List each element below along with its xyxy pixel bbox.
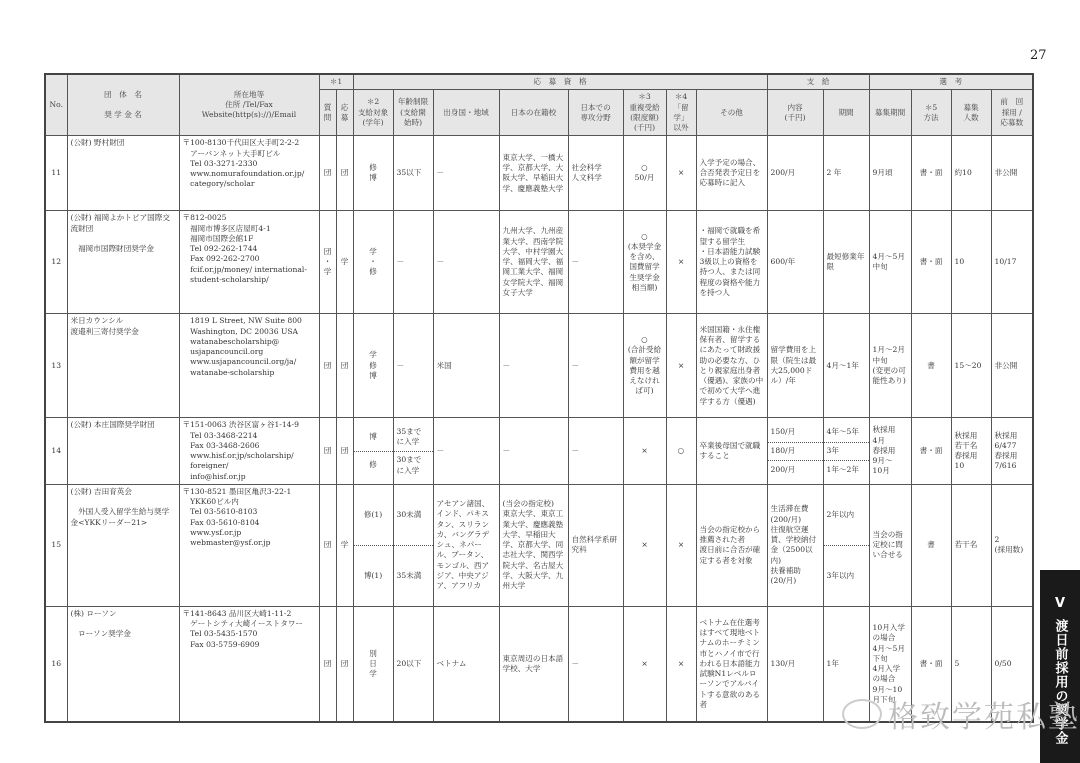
header-other-than: ＊4 「留学」 以外 xyxy=(666,90,696,136)
header-no: No. xyxy=(45,74,67,136)
cell-target-part: 修(1) xyxy=(363,510,383,520)
table-body xyxy=(45,136,1033,723)
cell-amount: 留学費用を上限（院生は最大25,000ドル）/年 xyxy=(767,314,823,418)
header-origin: 出身国・地域 xyxy=(433,90,499,136)
cell-prev: 0/50 xyxy=(991,606,1033,722)
cell-count: 5 xyxy=(951,606,991,722)
cell-org: (公財) 本庄国際奨学財団 xyxy=(67,418,179,485)
cell-target-part: 修 xyxy=(354,451,393,479)
cell-no: 12 xyxy=(45,211,67,314)
cell-amount-part: 180/月 xyxy=(768,442,823,461)
cell-address: 〒812-0025 福岡市博多区店屋町4-1 福岡市国際会館1F Tel 092-262-1744 Fax 092-262-2700 fcif.or.jp/money/ international- student-scholarship/ xyxy=(179,211,319,314)
scholarship-table xyxy=(44,73,1034,723)
header-org: 団 体 名 奨 学 金 名 xyxy=(67,74,179,136)
header-count: 募集 人数 xyxy=(951,90,991,136)
cell-age xyxy=(393,418,433,485)
cell-q: 団 ・ 学 xyxy=(319,211,336,314)
cell-apply: 団 xyxy=(336,314,353,418)
cell-dup: ○ 50/月 xyxy=(623,136,666,211)
cell-method: 書・面 xyxy=(911,136,951,211)
cell-other-than: × xyxy=(666,606,696,722)
cell-no: 16 xyxy=(45,606,67,722)
header-apply: 応 募 xyxy=(336,90,353,136)
cell-no: 15 xyxy=(45,484,67,606)
cell-rec-period: 秋採用 4月 春採用 9月～ 10月 xyxy=(869,418,911,485)
wechat-icon xyxy=(842,699,882,729)
cell-prev: 2 (採用数) xyxy=(991,484,1033,606)
side-tab-roman: V xyxy=(1054,596,1066,611)
cell-prev: 非公開 xyxy=(991,136,1033,211)
cell-major: － xyxy=(568,314,623,418)
watermark-text: 格致学苑私塾 xyxy=(888,700,1080,735)
cell-amount-part: 200/月 xyxy=(768,460,823,479)
cell-period-part: 3年 xyxy=(824,442,869,461)
cell-rec-period: 10月入学の場合 4月～5月下旬 4月入学の場合 9月～10月下旬 xyxy=(869,606,911,722)
cell-apply: 団 xyxy=(336,418,353,485)
cell-q: 団 xyxy=(319,314,336,418)
cell-org: (公財) 福岡よかトピア国際交流財団 福岡市国際財団奨学金 xyxy=(67,211,179,314)
header-amount: 内容 (千円) xyxy=(767,90,823,136)
side-tab-title: 渡日前採用の奨学金 xyxy=(1052,619,1068,745)
cell-no: 14 xyxy=(45,418,67,485)
cell-target: 修 博 xyxy=(353,136,393,211)
cell-dup: × xyxy=(623,484,666,606)
cell-age: 20以下 xyxy=(393,606,433,722)
cell-target xyxy=(353,484,393,606)
header-target: ＊2 支給対象 (学年) xyxy=(353,90,393,136)
cell-org: 米日カウンシル 渡邉利三寄付奨学金 xyxy=(67,314,179,418)
cell-dup: × xyxy=(623,418,666,485)
header-dup: ＊3 重複受給 (限度額) (千円) xyxy=(623,90,666,136)
cell-target xyxy=(353,418,393,485)
cell-org: (株) ローソン ローソン奨学金 xyxy=(67,606,179,722)
cell-apply: 学 xyxy=(336,484,353,606)
cell-address: 〒100-8130千代田区大手町2-2-2 アーバンネット大手町ビル Tel 03-3271-2330 www.nomurafoundation.or.jp/ category/scholar xyxy=(179,136,319,211)
cell-period-part: 3年以内 xyxy=(824,545,869,605)
header-payment: 支 給 xyxy=(767,74,869,90)
header-school: 日本の在籍校 xyxy=(499,90,568,136)
header-q: 質 問 xyxy=(319,90,336,136)
watermark xyxy=(842,692,1080,736)
cell-apply: 学 xyxy=(336,211,353,314)
table-row xyxy=(45,484,1033,606)
cell-q: 団 xyxy=(319,418,336,485)
cell-count: 若干名 xyxy=(951,484,991,606)
cell-target: 別 日 学 xyxy=(353,606,393,722)
cell-target: 学 ・ 修 xyxy=(353,211,393,314)
cell-major: 自然科学系研究科 xyxy=(568,484,623,606)
cell-count: 秋採用 若干名 春採用 10 xyxy=(951,418,991,485)
cell-org: (公財) 吉田育英会 外国人受入留学生給与奨学金<YKKリーダー21> xyxy=(67,484,179,606)
cell-target-part: 博(1) xyxy=(354,545,393,605)
cell-no: 13 xyxy=(45,314,67,418)
header-period: 期間 xyxy=(823,90,869,136)
cell-school: 東京周辺の日本語学校、大学 xyxy=(499,606,568,722)
header-note1: ＊1 xyxy=(319,74,353,90)
cell-school: 九州大学、九州産業大学、西南学院大学、中村学園大学、福岡大学、福岡工業大学、福岡女学院大学、福岡女子大学 xyxy=(499,211,568,314)
page-number: 27 xyxy=(1030,48,1047,63)
cell-method: 書 xyxy=(911,484,951,606)
cell-apply: 団 xyxy=(336,606,353,722)
cell-origin: アセアン諸国、インド、パキスタン、スリランカ、バングラデシュ、ネパール、ブータン、モンゴル、西アジア、中央アジア、アフリカ xyxy=(433,484,499,606)
cell-apply: 団 xyxy=(336,136,353,211)
cell-method: 書・面 xyxy=(911,418,951,485)
cell-amount: 200/月 xyxy=(767,136,823,211)
cell-period: 最短修業年限 xyxy=(823,211,869,314)
cell-age: － xyxy=(393,314,433,418)
cell-address: 〒130-8521 墨田区亀沢3-22-1 YKK60ビル内 Tel 03-5610-8103 Fax 03-5610-8104 www.ysf.or.jp webmaster@ysf.or.jp xyxy=(179,484,319,606)
header-major: 日本での 専攻分野 xyxy=(568,90,623,136)
cell-method: 書・面 xyxy=(911,606,951,722)
cell-major: － xyxy=(568,606,623,722)
cell-amount: 生活滞在費 (200/月) 往復航空運賃、学校納付金（2500以内) 扶養補助 (20/月) xyxy=(767,484,823,606)
cell-age-part: 35未満 xyxy=(394,545,433,605)
cell-amount: 600/年 xyxy=(767,211,823,314)
cell-dup: ○ (本奨学金を含め、国費留学生奨学金相当額) xyxy=(623,211,666,314)
cell-amount-part: 150/月 xyxy=(770,427,796,437)
header-selection: 選 考 xyxy=(869,74,1033,90)
cell-period: 2 年 xyxy=(823,136,869,211)
cell-school: － xyxy=(499,418,568,485)
cell-period-part: 4年～5年 xyxy=(826,427,859,437)
cell-period-part: 1年～2年 xyxy=(824,460,869,479)
header-eligibility: 応 募 資 格 xyxy=(353,74,767,90)
cell-amount: 130/月 xyxy=(767,606,823,722)
cell-major: － xyxy=(568,211,623,314)
cell-q: 団 xyxy=(319,606,336,722)
cell-no: 11 xyxy=(45,136,67,211)
cell-address: 〒151-0063 渋谷区富ヶ谷1-14-9 Tel 03-3468-2214 Fax 03-3468-2606 www.hisf.or.jp/scholarship/ foreigner/ info@hisf.or.jp xyxy=(179,418,319,485)
header-method: ＊5 方法 xyxy=(911,90,951,136)
cell-dup: ○ (合計受給額が留学費用を越えなければ可) xyxy=(623,314,666,418)
cell-address: 1819 L Street, NW Suite 800 Washington, DC 20036 USA watanabescholarship@ usjapancouncil.org www.usjapancouncil.org/ja/ watanabe-scholarship xyxy=(179,314,319,418)
table-row xyxy=(45,136,1033,211)
cell-age-part: 35まで に入学 xyxy=(396,426,422,446)
header-misc: その他 xyxy=(696,90,767,136)
cell-misc: 当会の指定校から推薦された者 渡日前に合否が確定する者を対象 xyxy=(696,484,767,606)
header-address: 所在地等 住所 /Tel/Fax Website(http(s)://)/Email xyxy=(179,74,319,136)
cell-age: － xyxy=(393,211,433,314)
cell-major: － xyxy=(568,418,623,485)
cell-age-part: 30未満 xyxy=(396,510,422,520)
cell-origin: － xyxy=(433,418,499,485)
cell-target: 学 修 博 xyxy=(353,314,393,418)
cell-age xyxy=(393,484,433,606)
cell-prev: 10/17 xyxy=(991,211,1033,314)
cell-age-part: 30まで に入学 xyxy=(394,451,433,479)
cell-period xyxy=(823,484,869,606)
header-rec-period: 募集期間 xyxy=(869,90,911,136)
cell-major: 社会科学 人文科学 xyxy=(568,136,623,211)
cell-address: 〒141-8643 品川区大崎1-11-2 ゲートシティ大崎イーストタワー Tel 03-5435-1570 Fax 03-5759-6909 xyxy=(179,606,319,722)
header-prev: 前 回 採用 / 応募数 xyxy=(991,90,1033,136)
cell-dup: × xyxy=(623,606,666,722)
header-age: 年齢制限 (支給開始時) xyxy=(393,90,433,136)
cell-prev: 非公開 xyxy=(991,314,1033,418)
cell-school: 東京大学、一橋大学、京都大学、大阪大学、早稲田大学、慶應義塾大学 xyxy=(499,136,568,211)
cell-misc: 入学予定の場合、合否発表予定日を応募時に記入 xyxy=(696,136,767,211)
cell-origin: － xyxy=(433,211,499,314)
table-row xyxy=(45,314,1033,418)
cell-method: 書・面 xyxy=(911,211,951,314)
cell-other-than: × xyxy=(666,484,696,606)
cell-org: (公財) 野村財団 xyxy=(67,136,179,211)
cell-misc: 米国国籍・永住権保有者、留学するにあたって財政援助の必要な方、ひとり親家庭出身者（優遇)、家族の中で初めて大学へ進学する方（優遇) xyxy=(696,314,767,418)
cell-period-part: 2年以内 xyxy=(826,510,855,520)
cell-school: (当会の指定校) 東京大学、東京工業大学、慶應義塾大学、早稲田大学、京都大学、同志社大学、関西学院大学、名古屋大学、大阪大学、九州大学 xyxy=(499,484,568,606)
cell-misc: ・福岡で就職を希望する留学生 ・日本語能力試験3級以上の資格を持つ人、または同程度の資格や能力を持つ人 xyxy=(696,211,767,314)
cell-q: 団 xyxy=(319,484,336,606)
cell-amount xyxy=(767,418,823,485)
cell-misc: 卒業後母国で就職すること xyxy=(696,418,767,485)
cell-other-than: × xyxy=(666,211,696,314)
cell-origin: － xyxy=(433,136,499,211)
cell-period: 1年 xyxy=(823,606,869,722)
cell-prev: 秋採用 6/477 春採用 7/616 xyxy=(991,418,1033,485)
table-row xyxy=(45,211,1033,314)
cell-other-than: ○ xyxy=(666,418,696,485)
cell-other-than: × xyxy=(666,314,696,418)
cell-rec-period: 9月頃 xyxy=(869,136,911,211)
cell-rec-period: 4月～5月中旬 xyxy=(869,211,911,314)
cell-origin: ベトナム xyxy=(433,606,499,722)
cell-period: 4月～1年 xyxy=(823,314,869,418)
cell-school: － xyxy=(499,314,568,418)
cell-count: 10 xyxy=(951,211,991,314)
cell-count: 15～20 xyxy=(951,314,991,418)
cell-q: 団 xyxy=(319,136,336,211)
table-row xyxy=(45,418,1033,485)
cell-age: 35以下 xyxy=(393,136,433,211)
cell-target-part: 博 xyxy=(369,431,377,441)
cell-method: 書 xyxy=(911,314,951,418)
cell-origin: 米国 xyxy=(433,314,499,418)
cell-misc: ベトナム在住選考はすべて現地ベトナムのホーチミン市とハノイ市で行われる日本語能力試験N1レベルローソンでアルバイトする意欲のある者 xyxy=(696,606,767,722)
cell-rec-period: 1月～2月中旬 (変更の可能性あり) xyxy=(869,314,911,418)
cell-rec-period: 当会の指定校に問い合せる xyxy=(869,484,911,606)
cell-period xyxy=(823,418,869,485)
cell-count: 約10 xyxy=(951,136,991,211)
cell-other-than: × xyxy=(666,136,696,211)
